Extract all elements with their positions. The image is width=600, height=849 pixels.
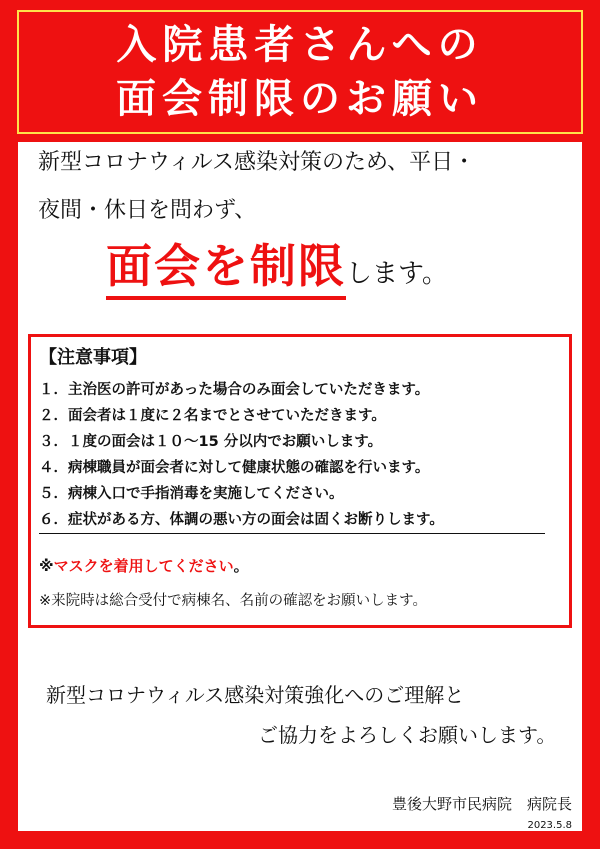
closing-line-2: ご協力をよろしくお願いします。 [258,723,557,747]
intro-line-2: 夜間・休日を問わず、 [38,198,257,223]
limit-statement [106,238,448,300]
notes-list [39,377,561,534]
mask-note-text: マスクを着用してください [53,557,234,575]
note-item-4: ４．病棟職員が面会者に対して健康状態の確認を行います。 [39,460,430,476]
notes-box [28,334,572,628]
signature: 豊後大野市民病院 病院長 [391,795,572,813]
issue-date: 2023.5.8 [527,820,572,831]
mask-note-mark: ※ [39,557,54,575]
mask-note-period: 。 [233,557,249,575]
title-line-1: 入院患者さんへの [116,22,484,68]
limit-emphasis: 面会を制限 [106,238,346,300]
note-item-3: ３．１度の面会は１０～15 分以内でお願いします。 [39,434,383,450]
note-item-2: ２．面会者は１度に２名までとさせていただきます。 [39,408,386,424]
note-item-1: １．主治医の許可があった場合のみ面会していただきます。 [39,382,430,398]
note-item-5: ５．病棟入口で手指消毒を実施してください。 [39,486,344,502]
note-item-6: ６．症状がある方、体調の悪い方の面会は固くお断りします。 [39,507,545,534]
visit-note: ※来院時は総合受付で病棟名、名前の確認をお願いします。 [39,593,427,609]
notes-title: 【注意事項】 [39,347,147,368]
mask-note [39,555,249,576]
header-banner [0,0,600,142]
closing-line-1: 新型コロナウィルス感染対策強化へのご理解と [46,683,465,707]
limit-suffix: します。 [346,259,448,289]
title-line-2: 面会制限のお願い [116,76,484,122]
header-frame [17,10,583,134]
intro-line-1: 新型コロナウィルス感染対策のため、平日・ [38,150,476,175]
